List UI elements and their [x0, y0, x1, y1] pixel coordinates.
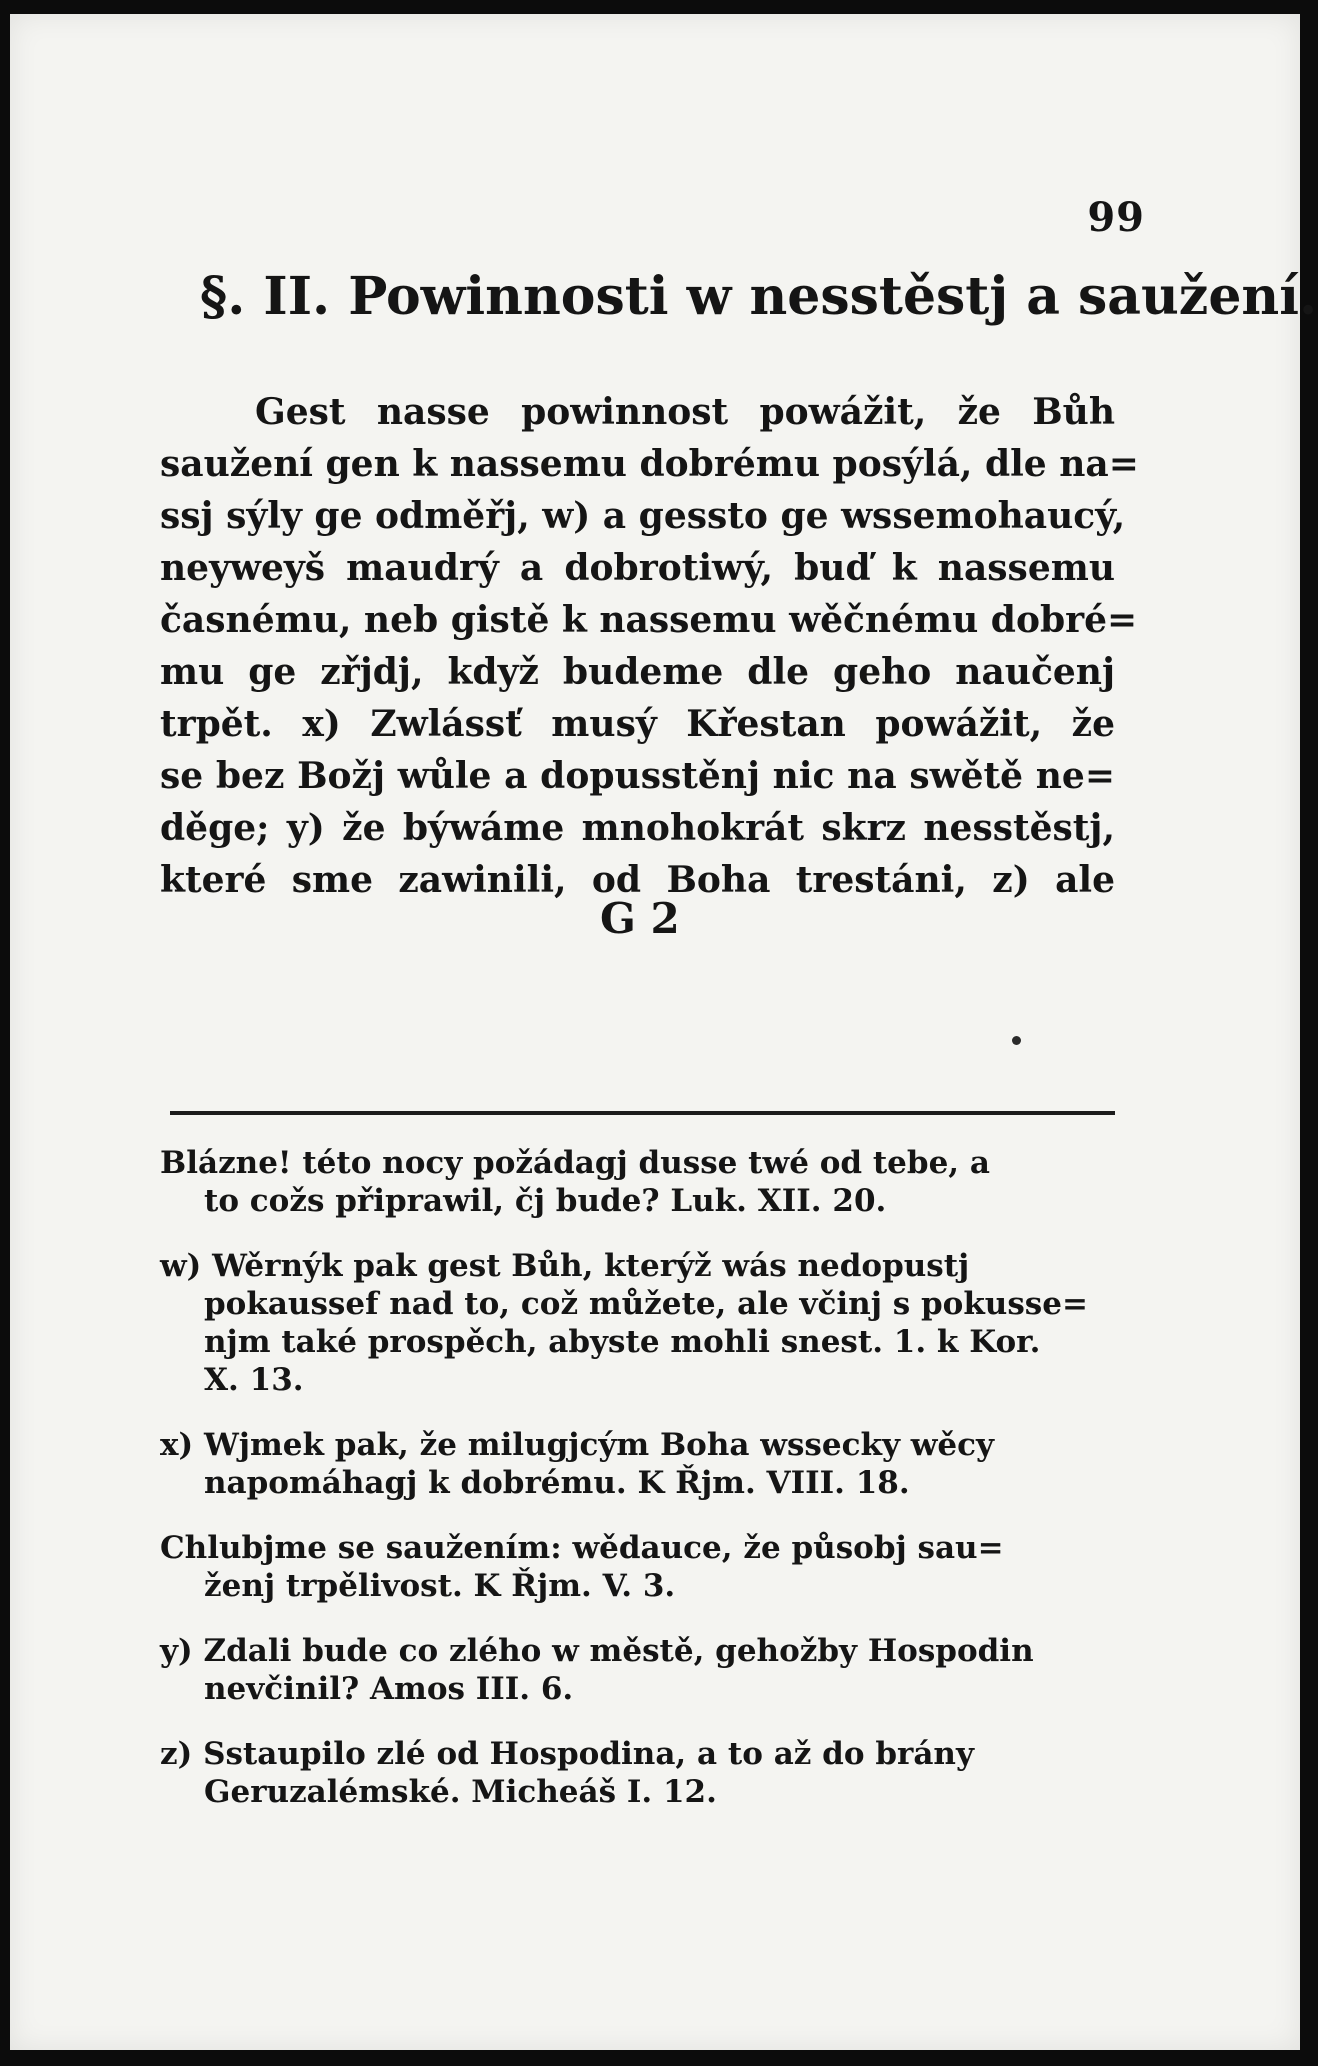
text-line: děge; y) že býwáme mnohokrát skrz nesstěstj,	[160, 807, 1115, 849]
book-page	[10, 14, 1318, 2050]
footnote-line: pokaussef nad to, což můžete, ale včinj s pokusse=	[204, 1286, 1088, 1322]
footnote-line: z) Sstaupilo zlé od Hospodina, a to až do brány	[160, 1736, 974, 1772]
text-line: Gest nasse powinnost powážit, že Bůh	[255, 391, 1115, 433]
main-text	[160, 386, 1139, 906]
footnote-line: nevčinil? Amos III. 6.	[204, 1671, 574, 1707]
footnote-line: to cožs připrawil, čj bude? Luk. XII. 20.	[204, 1183, 887, 1219]
footnote-z	[160, 1735, 1120, 1811]
footnote-line: X. 13.	[204, 1362, 304, 1398]
footnote	[160, 1144, 1120, 1220]
text-line: časnému, neb gistě k nassemu wěčnému dobré=	[160, 599, 1138, 641]
footnote-line: njm také prospěch, abyste mohli snest. 1. k Kor.	[204, 1324, 1041, 1360]
section-heading: §. II. Powinnosti w nesstěstj a saužení.	[200, 266, 1318, 327]
page-number: 99	[1087, 194, 1145, 241]
text-line: ssj sýly ge odměřj, w) a gessto ge wssemohaucý,	[160, 495, 1126, 537]
footnote-line: w) Wěrnýk pak gest Bůh, kterýž wás nedopustj	[160, 1248, 970, 1284]
footnote-w	[160, 1247, 1120, 1399]
text-line: mu ge zřjdj, když budeme dle geho naučenj	[160, 651, 1115, 693]
footnote-x	[160, 1426, 1120, 1502]
footnotes	[160, 1144, 1120, 1838]
footnote-line: Geruzalémské. Micheáš I. 12.	[204, 1774, 717, 1810]
ink-speck	[1012, 1036, 1021, 1045]
footnote-divider	[170, 1111, 1115, 1115]
footnote-line: Blázne! této nocy požádagj dusse twé od tebe, a	[160, 1145, 990, 1181]
footnote-line: Chlubjme se saužením: wědauce, že působj sau=	[160, 1530, 1004, 1566]
text-line: trpět. x) Zwlássť musý Křestan powážit, že	[160, 703, 1115, 745]
footnote-line: napomáhagj k dobrému. K Řjm. VIII. 18.	[204, 1465, 910, 1501]
footnote	[160, 1529, 1120, 1605]
footnote-line: y) Zdali bude co zlého w městě, gehožby Hospodin	[160, 1633, 1034, 1669]
text-line: neyweyš maudrý a dobrotiwý, buď k nassemu	[160, 547, 1115, 589]
footnote-line: ženj trpělivost. K Řjm. V. 3.	[204, 1568, 676, 1604]
text-line: které sme zawinili, od Boha trestáni, z) ale	[160, 859, 1115, 901]
footnote-y	[160, 1632, 1120, 1708]
footnote-line: x) Wjmek pak, že milugjcým Boha wssecky wěcy	[160, 1427, 995, 1463]
text-line: saužení gen k nassemu dobrému posýlá, dle na=	[160, 443, 1139, 485]
text-line: se bez Božj wůle a dopusstěnj nic na swětě ne=	[160, 755, 1115, 797]
printer-signature: G 2	[600, 894, 680, 943]
